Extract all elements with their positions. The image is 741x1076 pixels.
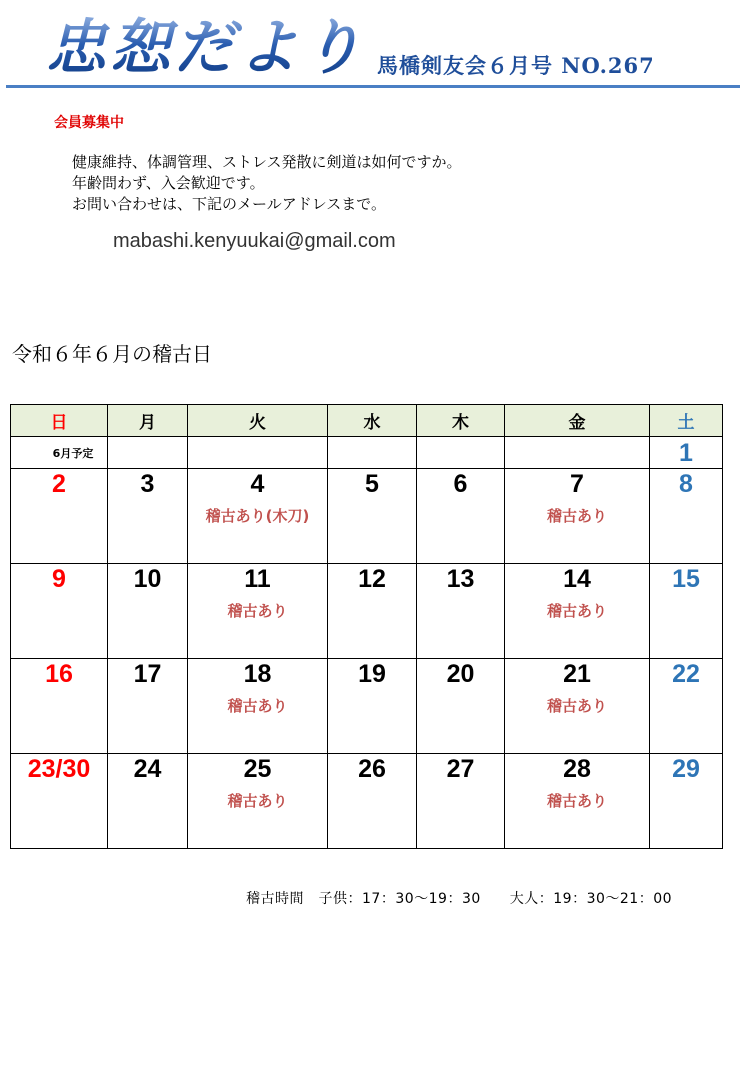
calendar-pre-row [11,437,723,469]
day-number: 21 [563,660,591,688]
calendar-cell [650,469,723,564]
calendar-cell [328,754,417,849]
practice-calendar [10,404,723,849]
weekday-fri: 金 [505,405,650,437]
calendar-cell-empty [417,437,505,469]
calendar-cell [108,659,188,754]
calendar-cell [11,564,108,659]
calendar-week-row [11,754,723,849]
month-plan-label: 6月予定 [11,437,108,469]
calendar-cell [328,659,417,754]
calendar-week-row [11,659,723,754]
calendar-cell [328,564,417,659]
day-number: 20 [446,660,475,688]
day-number: 5 [365,470,379,498]
calendar-cell [11,754,108,849]
recruit-text [72,152,462,215]
day-number: 16 [45,660,73,688]
day-number: 22 [672,660,700,688]
weekday-mon: 月 [108,405,188,437]
calendar-cell [188,659,328,754]
day-number: 25 [243,755,272,783]
day-number: 15 [672,565,700,593]
recruit-line: お問い合わせは、下記のメールアドレスまで。 [72,195,386,213]
calendar-cell-empty [328,437,417,469]
day-number: 12 [358,565,386,593]
weekday-sat: 土 [650,405,723,437]
header-divider [6,85,740,88]
weekday-sun: 日 [11,405,108,437]
day-number: 23/30 [27,755,91,783]
day-number: 2 [52,470,66,498]
weekday-wed: 水 [328,405,417,437]
day-number: 10 [133,565,162,593]
day-number: 26 [358,755,386,783]
calendar-cell [11,659,108,754]
calendar-cell [417,659,505,754]
recruit-line: 健康維持、体調管理、ストレス発散に剣道は如何ですか。 [72,153,462,171]
calendar-cell [108,754,188,849]
calendar-cell [505,564,650,659]
day-number: 13 [446,565,475,593]
recruit-heading: 会員募集中 [54,115,124,131]
calendar-cell [188,754,328,849]
calendar-cell [505,659,650,754]
calendar-cell [108,469,188,564]
practice-note: 稽古あり [546,507,607,525]
calendar-cell-empty [505,437,650,469]
day-number: 18 [243,660,272,688]
recruit-line: 年齢問わず、入会歓迎です。 [72,174,265,192]
newsletter-subtitle: 馬橋剣友会６月号 NO.267 [377,53,655,78]
practice-note: 稽古あり(木刀) [205,507,310,525]
day-number: 11 [244,565,271,593]
calendar-cell [188,564,328,659]
day-number: 9 [52,565,66,593]
calendar-cell-empty [188,437,328,469]
calendar-cell [108,564,188,659]
day-number: 1 [679,438,693,467]
calendar-cell [650,659,723,754]
calendar-week-row [11,469,723,564]
calendar-cell [417,754,505,849]
practice-note: 稽古あり [227,792,288,810]
calendar-cell-empty [108,437,188,469]
calendar-cell [650,437,723,469]
weekday-tue: 火 [188,405,328,437]
day-number: 6 [453,470,468,498]
calendar-cell [650,564,723,659]
practice-note: 稽古あり [546,792,607,810]
day-number: 7 [570,470,584,498]
calendar-cell [11,469,108,564]
day-number: 24 [133,755,162,783]
newsletter-title: 忠恕だより [46,13,366,83]
calendar-cell [328,469,417,564]
weekday-thu: 木 [417,405,505,437]
day-number: 19 [358,660,386,688]
day-number: 14 [563,565,591,593]
day-number: 3 [140,470,155,498]
practice-note: 稽古あり [546,697,607,715]
calendar-week-row [11,564,723,659]
day-number: 4 [250,470,265,498]
calendar-cell [505,754,650,849]
day-number: 17 [133,660,162,688]
day-number: 8 [679,470,693,498]
calendar-cell [417,469,505,564]
calendar-cell [505,469,650,564]
day-number: 27 [446,755,475,783]
calendar-heading: 令和６年６月の稽古日 [12,342,212,366]
day-number: 28 [563,755,591,783]
practice-hours: 稽古時間 子供：17：30～19：30 大人：19：30～21：00 [246,891,673,907]
practice-note: 稽古あり [227,697,288,715]
calendar-cell [650,754,723,849]
weekday-header-row [11,405,723,437]
practice-note: 稽古あり [546,602,607,620]
contact-email: mabashi.kenyuukai@gmail.com [113,230,396,252]
day-number: 29 [672,755,700,783]
practice-note: 稽古あり [227,602,288,620]
calendar-cell [188,469,328,564]
calendar-cell [417,564,505,659]
